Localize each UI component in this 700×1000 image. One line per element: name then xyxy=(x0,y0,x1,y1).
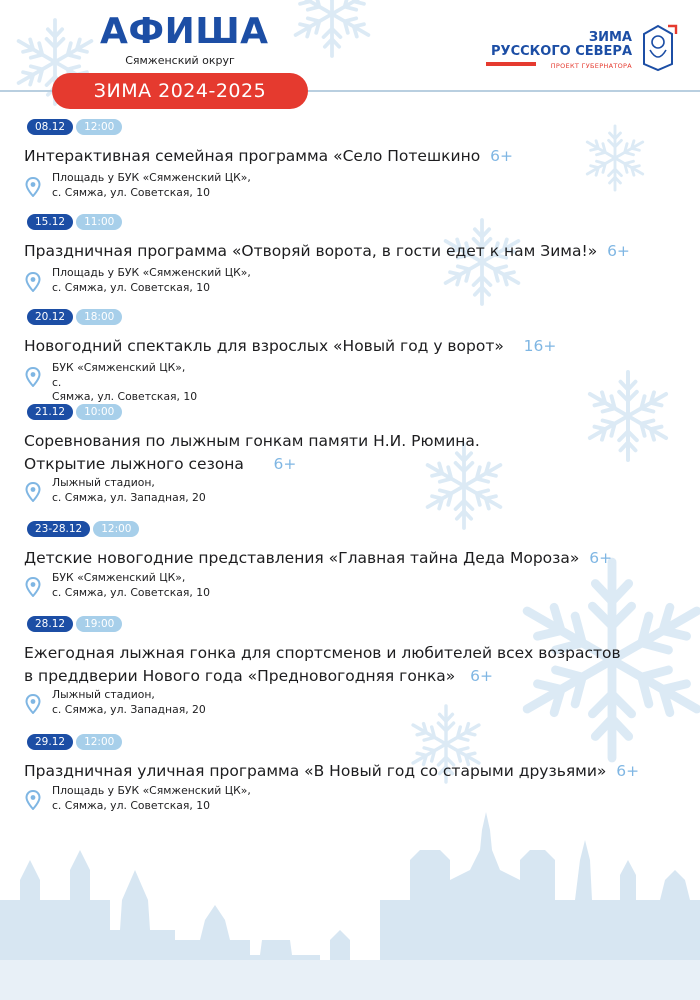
event-time-badge: 11:00 xyxy=(76,214,122,230)
location-pin-icon xyxy=(25,694,41,714)
event-date-badge: 23-28.12 xyxy=(27,521,90,537)
brand-line-3: ПРОЕКТ ГУБЕРНАТОРА xyxy=(550,62,632,70)
event-title xyxy=(24,642,664,688)
event-time-badge: 10:00 xyxy=(76,404,122,420)
event-title-text: Новогодний спектакль для взрослых «Новый год у ворот» xyxy=(24,337,504,355)
event-title-text: Праздничная программа «Отворяй ворота, в гости едет к нам Зима!» xyxy=(24,242,598,260)
event-title xyxy=(24,240,664,263)
location-pin-icon xyxy=(25,790,41,810)
location-pin-icon xyxy=(25,177,41,197)
event-title xyxy=(24,145,664,168)
event-date-badge: 29.12 xyxy=(27,734,73,750)
poster-title: АФИША xyxy=(100,11,269,52)
age-rating: 6+ xyxy=(589,549,613,567)
address-line: Площадь у БУК «Сямженский ЦК», xyxy=(52,171,251,184)
address-line: с. Сямжа, ул. Советская, 10 xyxy=(52,798,210,812)
address-line: Площадь у БУК «Сямженский ЦК», xyxy=(52,266,251,279)
event-time-badge: 19:00 xyxy=(76,616,122,632)
brand-line-1: ЗИМА xyxy=(588,30,632,45)
address-line: Сямжа, ул. Советская, 10 xyxy=(52,390,198,403)
age-rating: 6+ xyxy=(607,242,630,260)
event-date-badge: 15.12 xyxy=(27,214,73,230)
event-title xyxy=(24,547,664,570)
address-line: с. Сямжа, ул. Советская, 10 xyxy=(52,280,210,294)
address-line: с. Сямжа, ул. Советская, 10 xyxy=(52,585,210,599)
address-line: Площадь у БУК «Сямженский ЦК», xyxy=(52,784,251,797)
age-rating: 6+ xyxy=(273,455,297,473)
event-title-text: Ежегодная лыжная гонка для спортсменов и любителей всех возрастов xyxy=(24,644,621,662)
event-title-text: Детские новогодние представления «Главная тайна Деда Мороза» xyxy=(24,549,580,567)
address-line: с. Сямжа, ул. Западная, 20 xyxy=(52,702,206,716)
address-line: с. Сямжа, ул. Советская, 10 xyxy=(52,185,210,199)
age-rating: 16+ xyxy=(523,337,557,355)
event-time-badge: 12:00 xyxy=(76,734,122,750)
age-rating: 6+ xyxy=(616,762,640,780)
event-date-badge: 21.12 xyxy=(27,404,73,420)
address-line: Лыжный стадион, xyxy=(52,688,155,701)
event-title xyxy=(24,760,664,783)
location-pin-icon xyxy=(25,367,41,387)
address-line: БУК «Сямженский ЦК», xyxy=(52,361,186,374)
address-line: с. Сямжа, ул. Западная, 20 xyxy=(52,490,206,504)
event-title xyxy=(24,335,664,358)
location-pin-icon xyxy=(25,577,41,597)
event-date-badge: 08.12 xyxy=(27,119,73,135)
address-line: БУК «Сямженский ЦК», xyxy=(52,571,186,584)
event-title-text: Праздничная уличная программа «В Новый год со старыми друзьями» xyxy=(24,762,607,780)
event-date-badge: 28.12 xyxy=(27,616,73,632)
brand-line-2: РУССКОГО СЕВЕРА xyxy=(491,44,632,59)
event-title-text: в преддверии Нового года «Предновогодняя гонка» xyxy=(24,667,456,685)
season-banner: ЗИМА 2024-2025 xyxy=(52,73,308,109)
location-pin-icon xyxy=(25,482,41,502)
event-title-text: Открытие лыжного сезона xyxy=(24,455,244,473)
event-title-text: Соревнования по лыжным гонкам памяти Н.И. Рюмина. xyxy=(24,432,480,450)
event-title-text: Интерактивная семейная программа «Село Потешкино xyxy=(24,147,481,165)
event-time-badge: 12:00 xyxy=(93,521,139,537)
age-rating: 6+ xyxy=(470,667,493,685)
address-line: с. xyxy=(52,375,62,389)
district-subtitle: Сямженский округ xyxy=(125,54,235,67)
event-date-badge: 20.12 xyxy=(27,309,73,325)
event-time-badge: 12:00 xyxy=(76,119,122,135)
event-title xyxy=(24,430,664,476)
age-rating: 6+ xyxy=(490,147,513,165)
event-time-badge: 18:00 xyxy=(76,309,122,325)
address-line: Лыжный стадион, xyxy=(52,476,155,489)
location-pin-icon xyxy=(25,272,41,292)
